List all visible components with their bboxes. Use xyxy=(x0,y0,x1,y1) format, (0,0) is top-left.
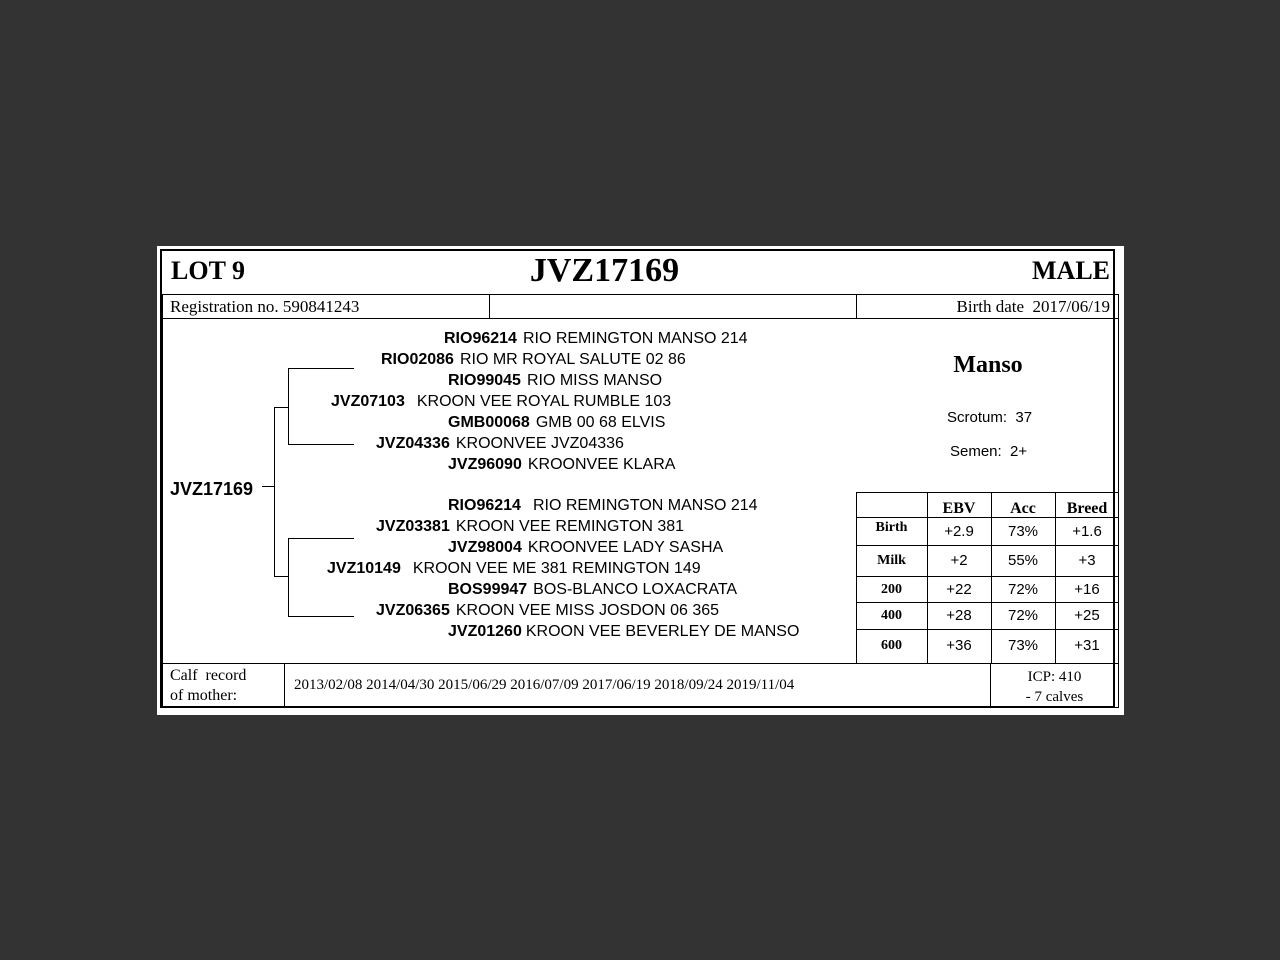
animal-name: Manso xyxy=(953,352,1023,378)
pedigree-entry: JVZ07103 KROON VEE ROYAL RUMBLE 103 xyxy=(331,393,672,410)
birth-date-label: Birth date xyxy=(956,297,1025,316)
breed-value: +31 xyxy=(1074,637,1100,654)
acc-value: 72% xyxy=(1007,607,1039,624)
pedigree-entry: JVZ01260 KROON VEE BEVERLEY DE MANSO xyxy=(448,623,800,640)
icp-info xyxy=(990,667,1119,707)
birth-date-value: 2017/06/19 xyxy=(1032,297,1110,316)
ebv-value: +28 xyxy=(946,607,972,624)
registration-number: 590841243 xyxy=(282,297,360,316)
scrotum-text xyxy=(947,409,1032,426)
sire-sire-line xyxy=(288,368,354,369)
breed-value: +25 xyxy=(1074,607,1100,624)
subject-connector xyxy=(262,486,274,487)
parents-bracket xyxy=(274,407,275,577)
breed-header: Breed xyxy=(1066,500,1108,517)
pedigree-entry: RIO96214 RIO REMINGTON MANSO 214 xyxy=(444,330,748,347)
ebv-value: +2.9 xyxy=(944,523,974,540)
scrotum-label: Scrotum: xyxy=(947,409,1008,426)
ebv-row-divider xyxy=(856,602,1119,603)
semen-label: Semen: xyxy=(950,443,1002,460)
calf-record-label: Calf record of mother: xyxy=(170,667,247,704)
ebv-row-divider xyxy=(856,545,1119,546)
pedigree-subject: JVZ17169 xyxy=(170,479,254,499)
scrotum-value: 37 xyxy=(1015,409,1033,426)
acc-header: Acc xyxy=(1010,500,1036,517)
pedigree-entry: JVZ10149 KROON VEE ME 381 REMINGTON 149 xyxy=(327,560,701,577)
dam-connector xyxy=(274,576,288,577)
ebv-row-label: 400 xyxy=(881,608,902,623)
ebv-value: +2 xyxy=(950,552,968,569)
pedigree-entry: BOS99947 BOS-BLANCO LOXACRATA xyxy=(448,581,738,598)
acc-value: 73% xyxy=(1007,523,1039,540)
pedigree-entry: JVZ06365 KROON VEE MISS JOSDON 06 365 xyxy=(376,602,720,619)
semen-value: 2+ xyxy=(1010,443,1028,460)
sire-dam-line xyxy=(288,444,354,445)
sire-connector xyxy=(274,407,288,408)
pedigree-entry: JVZ96090 KROONVEE KLARA xyxy=(448,456,676,473)
pedigree-entry: JVZ04336 KROONVEE JVZ04336 xyxy=(376,435,624,452)
pedigree-entry: RIO99045 RIO MISS MANSO xyxy=(448,372,663,389)
registration-label: Registration no. xyxy=(170,297,279,316)
animal-id-title: JVZ17169 xyxy=(529,252,680,289)
pedigree-entry: JVZ03381 KROON VEE REMINGTON 381 xyxy=(376,518,685,535)
ebv-row-label: 200 xyxy=(881,582,902,597)
ebv-row-label: 600 xyxy=(881,638,902,653)
lot-number: LOT 9 xyxy=(171,256,245,285)
ebv-value: +22 xyxy=(946,581,972,598)
dam-dam-line xyxy=(288,616,354,617)
icp-value: ICP: 410 xyxy=(1027,669,1082,685)
acc-value: 55% xyxy=(1007,552,1039,569)
ebv-row-divider xyxy=(856,576,1119,577)
pedigree-entry: JVZ98004 KROONVEE LADY SASHA xyxy=(448,539,724,556)
dam-sire-line xyxy=(288,538,354,539)
ebv-row-label: Birth xyxy=(875,520,908,535)
lot-card xyxy=(157,246,1124,715)
blank-cell xyxy=(489,294,857,319)
semen-text xyxy=(950,443,1027,460)
acc-value: 72% xyxy=(1007,581,1039,598)
calf-record-dates: 2013/02/08 2014/04/30 2015/06/29 2016/07/09 2017/06/19 2018/09/24 2019/11/04 xyxy=(294,677,795,693)
ebv-row-divider xyxy=(856,629,1119,630)
birth-date-text xyxy=(957,297,1110,317)
dam-bracket xyxy=(288,538,289,617)
ebv-value: +36 xyxy=(946,637,972,654)
sire-bracket xyxy=(288,368,289,445)
ebv-header: EBV xyxy=(942,500,976,517)
pedigree-entry: RIO96214 RIO REMINGTON MANSO 214 xyxy=(448,497,758,514)
registration-text xyxy=(170,297,359,317)
sex-label: MALE xyxy=(1032,256,1110,285)
ebv-row-label: Milk xyxy=(877,553,906,568)
breed-value: +3 xyxy=(1078,552,1096,569)
acc-value: 73% xyxy=(1007,637,1039,654)
calves-count: - 7 calves xyxy=(1025,689,1084,705)
breed-value: +16 xyxy=(1074,581,1100,598)
breed-value: +1.6 xyxy=(1072,523,1102,540)
pedigree-entry: RIO02086 RIO MR ROYAL SALUTE 02 86 xyxy=(381,351,686,368)
pedigree-entry: GMB00068 GMB 00 68 ELVIS xyxy=(448,414,666,431)
